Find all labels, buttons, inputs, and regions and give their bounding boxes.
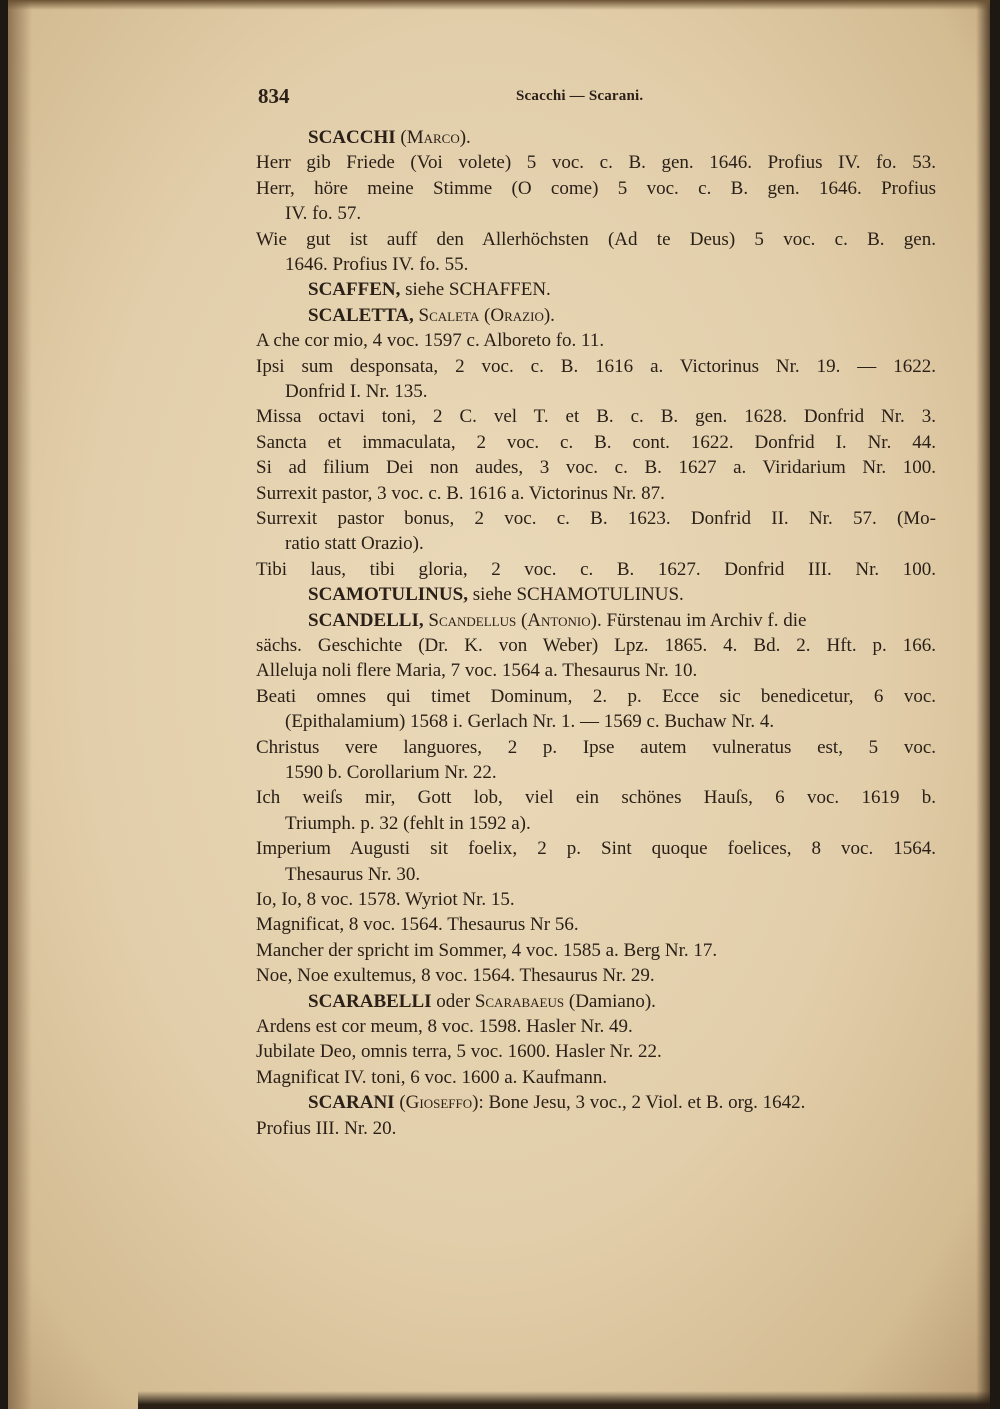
catalog-entry: Herr, höre meine Stimme (O come) 5 voc. c. B. gen. 1646. Profius xyxy=(256,177,936,199)
catalog-entry: Noe, Noe exultemus, 8 voc. 1564. Thesaurus Nr. 29. xyxy=(256,965,655,987)
catalog-entry: Imperium Augusti sit foelix, 2 p. Sint quoque foelices, 8 voc. 1564. xyxy=(256,838,936,860)
catalog-entry: Magnificat, 8 voc. 1564. Thesaurus Nr 56. xyxy=(256,914,579,936)
catalog-entry: Ardens est cor meum, 8 voc. 1598. Hasler Nr. 49. xyxy=(256,1016,633,1037)
running-head: Scacchi — Scarani. xyxy=(516,88,644,104)
entry-continuation: Thesaurus Nr. 30. xyxy=(285,863,421,885)
composer-heading xyxy=(308,1090,936,1116)
composer-variant-name: Marco xyxy=(406,127,460,148)
page-top-edge xyxy=(8,0,990,10)
catalog-entry: Io, Io, 8 voc. 1578. Wyriot Nr. 15. xyxy=(256,889,515,910)
catalog-entry: Herr gib Friede (Voi volete) 5 voc. c. B. gen. 1646. Profius IV. fo. 53. xyxy=(256,152,936,174)
composer-name: SCANDELLI, xyxy=(308,609,424,631)
composer-variant-name: Scandellus (Antonio) xyxy=(428,609,597,631)
catalog-entry: Surrexit pastor, 3 voc. c. B. 1616 a. Victorinus Nr. 87. xyxy=(256,482,665,504)
entry-continuation: Donfrid I. Nr. 135. xyxy=(285,381,428,402)
catalog-entry: Missa octavi toni, 2 C. vel T. et B. c. B. gen. 1628. Donfrid Nr. 3. xyxy=(256,406,936,428)
catalog-entry: Ich weiſs mir, Gott lob, viel ein schönes Hauſs, 6 voc. 1619 b. xyxy=(256,787,936,809)
composer-variant-name: Gioseffo xyxy=(405,1092,473,1114)
catalog-entry: Si ad filium Dei non audes, 3 voc. c. B. 1627 a. Viridarium Nr. 100. xyxy=(256,457,936,479)
page-bottom-shadow xyxy=(138,1391,990,1409)
entry-continuation: IV. fo. 57. xyxy=(285,203,362,225)
catalog-entry: A che cor mio, 4 voc. 1597 c. Alboreto fo. 11. xyxy=(256,330,605,352)
heading-text: (Damiano). xyxy=(564,990,656,1012)
composer-heading xyxy=(308,989,936,1015)
heading-text: siehe SCHAMOTULINUS. xyxy=(467,584,684,606)
heading-text: ( xyxy=(394,1092,406,1114)
heading-text: . xyxy=(550,304,555,326)
catalog-entry: Mancher der spricht im Sommer, 4 voc. 1585 a. Berg Nr. 17. xyxy=(256,939,718,961)
entry-continuation: Triumph. p. 32 (fehlt in 1592 a). xyxy=(285,812,531,834)
composer-name: SCARANI xyxy=(308,1092,395,1114)
heading-text: . Fürstenau im Archiv f. die xyxy=(596,609,807,631)
catalog-entry: Wie gut ist auff den Allerhöchsten (Ad te Deus) 5 voc. c. B. gen. xyxy=(256,228,936,250)
composer-heading xyxy=(308,277,936,303)
catalog-entry: Surrexit pastor bonus, 2 voc. c. B. 1623. Donfrid II. Nr. 57. (Mo- xyxy=(256,508,936,529)
entry-continuation: (Epithalamium) 1568 i. Gerlach Nr. 1. — 1569 c. Buchaw Nr. 4. xyxy=(285,711,775,733)
heading-text: ( xyxy=(395,127,407,148)
entry-continuation: 1590 b. Corollarium Nr. 22. xyxy=(285,762,497,783)
composer-heading xyxy=(308,125,936,151)
composer-name: SCARABELLI xyxy=(308,990,432,1012)
composer-name: SCAMOTULINUS, xyxy=(308,584,468,606)
heading-text: oder xyxy=(431,990,475,1012)
composer-name: SCALETTA, xyxy=(308,304,414,326)
composer-heading xyxy=(308,303,936,329)
catalog-entry: Profius III. Nr. 20. xyxy=(256,1117,397,1139)
heading-text: siehe SCHAFFEN. xyxy=(400,279,551,301)
entry-continuation: ratio statt Orazio). xyxy=(285,533,424,555)
catalog-entry: Magnificat IV. toni, 6 voc. 1600 a. Kaufmann. xyxy=(256,1066,608,1088)
catalog-entry: sächs. Geschichte (Dr. K. von Weber) Lpz. 1865. 4. Bd. 2. Hft. p. 166. xyxy=(256,635,936,656)
catalog-entry: Alleluja noli flere Maria, 7 voc. 1564 a. Thesaurus Nr. 10. xyxy=(256,660,698,682)
composer-variant-name: Scarabaeus xyxy=(474,990,565,1012)
composer-name: SCAFFEN, xyxy=(308,279,401,301)
catalog-entry: Jubilate Deo, omnis terra, 5 voc. 1600. Hasler Nr. 22. xyxy=(256,1041,662,1063)
catalog-entry: Christus vere languores, 2 p. Ipse autem vulneratus est, 5 voc. xyxy=(256,736,936,758)
entry-continuation: 1646. Profius IV. fo. 55. xyxy=(285,254,469,275)
composer-heading xyxy=(308,608,936,634)
composer-heading xyxy=(308,582,936,608)
catalog-entry: Ipsi sum desponsata, 2 voc. c. B. 1616 a. Victorinus Nr. 19. — 1622. xyxy=(256,355,936,377)
catalog-entry: Tibi laus, tibi gloria, 2 voc. c. B. 1627. Donfrid III. Nr. 100. xyxy=(256,558,936,580)
page-number: 834 xyxy=(258,84,290,108)
page-right-edge xyxy=(976,0,990,1409)
composer-variant-name: Scaleta (Orazio) xyxy=(418,304,551,326)
catalog-entry: Sancta et immaculata, 2 voc. c. B. cont. 1622. Donfrid I. Nr. 44. xyxy=(256,431,936,453)
heading-text: ). xyxy=(459,127,471,148)
composer-name: SCACCHI xyxy=(308,127,396,148)
catalog-entry: Beati omnes qui timet Dominum, 2. p. Ecce sic benedicetur, 6 voc. xyxy=(256,685,936,707)
page-gutter-shadow xyxy=(8,0,32,1409)
book-page xyxy=(8,0,990,1409)
heading-text: ): Bone Jesu, 3 voc., 2 Viol. et B. org. 1642. xyxy=(472,1092,806,1114)
